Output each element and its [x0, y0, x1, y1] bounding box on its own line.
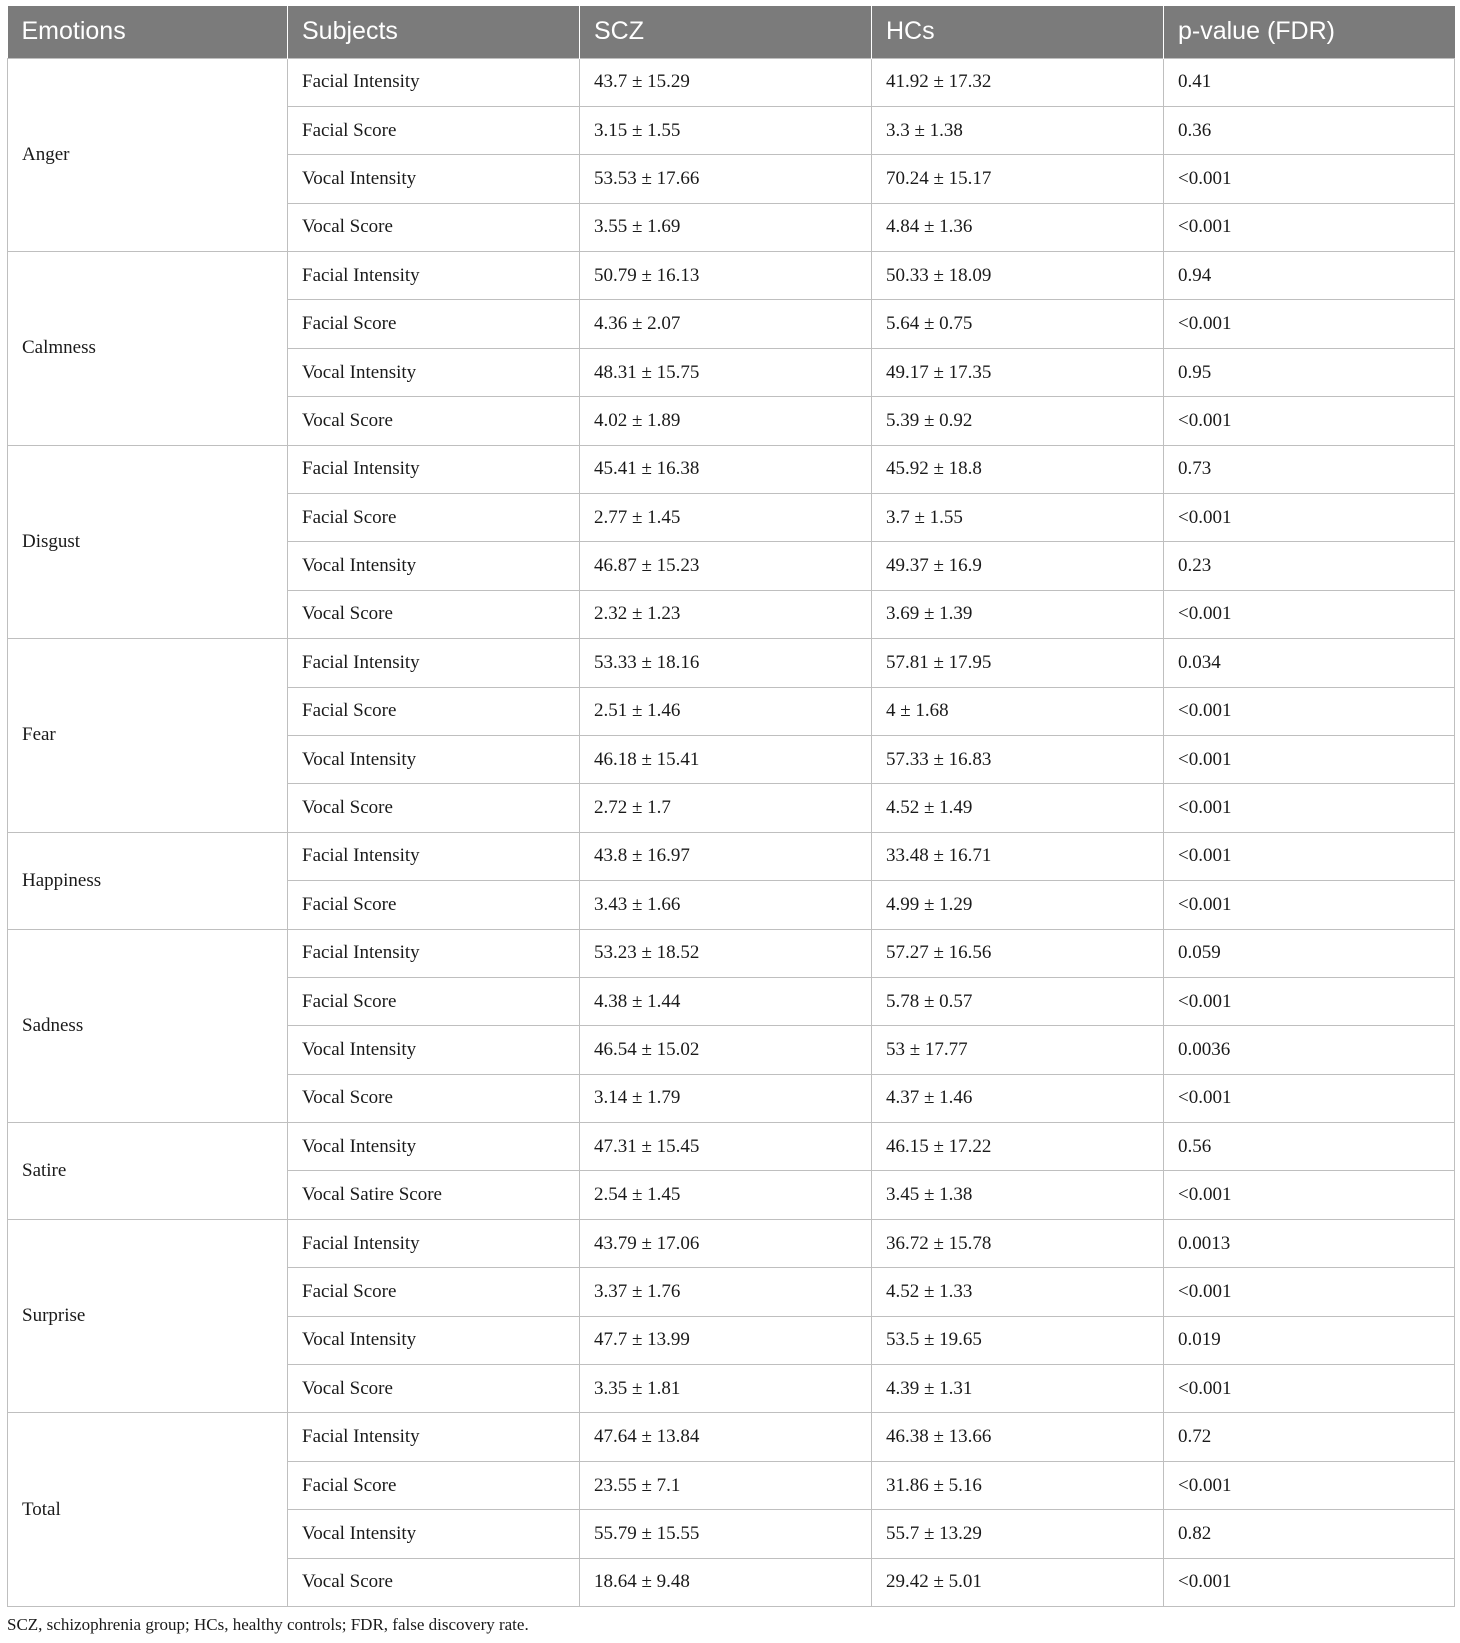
subject-cell: Facial Intensity [288, 445, 580, 493]
p-value-cell: <0.001 [1164, 1461, 1455, 1509]
table-row [8, 832, 1455, 880]
p-value-cell: 0.41 [1164, 58, 1455, 106]
subject-cell: Facial Score [288, 1268, 580, 1316]
scz-cell: 2.32 ± 1.23 [580, 590, 872, 638]
scz-cell: 4.02 ± 1.89 [580, 397, 872, 445]
subject-cell: Vocal Intensity [288, 1026, 580, 1074]
subject-cell: Facial Intensity [288, 832, 580, 880]
scz-cell: 50.79 ± 16.13 [580, 252, 872, 300]
hcs-cell: 53 ± 17.77 [872, 1026, 1164, 1074]
p-value-cell: <0.001 [1164, 155, 1455, 203]
subject-cell: Vocal Score [288, 1365, 580, 1413]
subject-cell: Facial Intensity [288, 1413, 580, 1461]
hcs-cell: 4 ± 1.68 [872, 687, 1164, 735]
table-row [8, 1413, 1455, 1461]
emotion-results-table [7, 6, 1455, 1607]
subject-cell: Vocal Score [288, 203, 580, 251]
p-value-cell: 0.019 [1164, 1316, 1455, 1364]
hcs-cell: 57.33 ± 16.83 [872, 735, 1164, 783]
emotion-cell: Calmness [8, 252, 288, 446]
emotion-cell: Surprise [8, 1219, 288, 1413]
table-row [8, 639, 1455, 687]
scz-cell: 3.15 ± 1.55 [580, 106, 872, 154]
hcs-cell: 70.24 ± 15.17 [872, 155, 1164, 203]
scz-cell: 2.54 ± 1.45 [580, 1171, 872, 1219]
subject-cell: Vocal Score [288, 1558, 580, 1606]
subject-cell: Facial Intensity [288, 1219, 580, 1267]
subject-cell: Facial Score [288, 494, 580, 542]
scz-cell: 3.37 ± 1.76 [580, 1268, 872, 1316]
subject-cell: Facial Score [288, 977, 580, 1025]
hcs-cell: 46.38 ± 13.66 [872, 1413, 1164, 1461]
hcs-cell: 33.48 ± 16.71 [872, 832, 1164, 880]
scz-cell: 43.79 ± 17.06 [580, 1219, 872, 1267]
hcs-cell: 49.17 ± 17.35 [872, 348, 1164, 396]
subject-cell: Facial Intensity [288, 252, 580, 300]
subject-cell: Facial Intensity [288, 929, 580, 977]
p-value-cell: 0.95 [1164, 348, 1455, 396]
table-row [8, 445, 1455, 493]
emotion-cell: Happiness [8, 832, 288, 929]
emotion-cell: Anger [8, 58, 288, 252]
subject-cell: Vocal Score [288, 590, 580, 638]
hcs-cell: 3.45 ± 1.38 [872, 1171, 1164, 1219]
header-hcs: HCs [872, 6, 1164, 58]
hcs-cell: 3.3 ± 1.38 [872, 106, 1164, 154]
subject-cell: Facial Score [288, 106, 580, 154]
hcs-cell: 4.37 ± 1.46 [872, 1074, 1164, 1122]
p-value-cell: 0.034 [1164, 639, 1455, 687]
subject-cell: Vocal Score [288, 784, 580, 832]
subject-cell: Vocal Intensity [288, 1510, 580, 1558]
table-row [8, 1219, 1455, 1267]
subject-cell: Vocal Satire Score [288, 1171, 580, 1219]
p-value-cell: 0.82 [1164, 1510, 1455, 1558]
scz-cell: 46.18 ± 15.41 [580, 735, 872, 783]
p-value-cell: 0.23 [1164, 542, 1455, 590]
scz-cell: 47.31 ± 15.45 [580, 1123, 872, 1171]
header-emotions: Emotions [8, 6, 288, 58]
p-value-cell: <0.001 [1164, 203, 1455, 251]
p-value-cell: <0.001 [1164, 784, 1455, 832]
p-value-cell: 0.56 [1164, 1123, 1455, 1171]
header-scz: SCZ [580, 6, 872, 58]
subject-cell: Facial Score [288, 300, 580, 348]
hcs-cell: 49.37 ± 16.9 [872, 542, 1164, 590]
scz-cell: 3.43 ± 1.66 [580, 881, 872, 929]
scz-cell: 3.35 ± 1.81 [580, 1365, 872, 1413]
p-value-cell: 0.0013 [1164, 1219, 1455, 1267]
table-row [8, 929, 1455, 977]
table-footnote: SCZ, schizophrenia group; HCs, healthy controls; FDR, false discovery rate. [7, 1615, 529, 1634]
p-value-cell: <0.001 [1164, 687, 1455, 735]
hcs-cell: 41.92 ± 17.32 [872, 58, 1164, 106]
scz-cell: 43.7 ± 15.29 [580, 58, 872, 106]
hcs-cell: 4.99 ± 1.29 [872, 881, 1164, 929]
p-value-cell: <0.001 [1164, 1268, 1455, 1316]
hcs-cell: 5.39 ± 0.92 [872, 397, 1164, 445]
scz-cell: 18.64 ± 9.48 [580, 1558, 872, 1606]
scz-cell: 55.79 ± 15.55 [580, 1510, 872, 1558]
p-value-cell: <0.001 [1164, 397, 1455, 445]
hcs-cell: 53.5 ± 19.65 [872, 1316, 1164, 1364]
p-value-cell: 0.0036 [1164, 1026, 1455, 1074]
subject-cell: Facial Intensity [288, 58, 580, 106]
p-value-cell: 0.72 [1164, 1413, 1455, 1461]
p-value-cell: 0.059 [1164, 929, 1455, 977]
hcs-cell: 3.7 ± 1.55 [872, 494, 1164, 542]
subject-cell: Vocal Intensity [288, 542, 580, 590]
emotion-cell: Sadness [8, 929, 288, 1123]
results-table-container [7, 6, 1454, 1607]
p-value-cell: <0.001 [1164, 832, 1455, 880]
scz-cell: 45.41 ± 16.38 [580, 445, 872, 493]
p-value-cell: <0.001 [1164, 1365, 1455, 1413]
scz-cell: 3.14 ± 1.79 [580, 1074, 872, 1122]
p-value-cell: <0.001 [1164, 735, 1455, 783]
hcs-cell: 31.86 ± 5.16 [872, 1461, 1164, 1509]
hcs-cell: 50.33 ± 18.09 [872, 252, 1164, 300]
table-row [8, 1123, 1455, 1171]
emotion-cell: Satire [8, 1123, 288, 1220]
hcs-cell: 5.64 ± 0.75 [872, 300, 1164, 348]
scz-cell: 47.7 ± 13.99 [580, 1316, 872, 1364]
scz-cell: 3.55 ± 1.69 [580, 203, 872, 251]
p-value-cell: 0.94 [1164, 252, 1455, 300]
scz-cell: 46.54 ± 15.02 [580, 1026, 872, 1074]
hcs-cell: 4.39 ± 1.31 [872, 1365, 1164, 1413]
table-row [8, 58, 1455, 106]
hcs-cell: 3.69 ± 1.39 [872, 590, 1164, 638]
table-header [8, 6, 1455, 58]
emotion-cell: Total [8, 1413, 288, 1607]
emotion-cell: Disgust [8, 445, 288, 639]
subject-cell: Vocal Intensity [288, 1316, 580, 1364]
scz-cell: 53.53 ± 17.66 [580, 155, 872, 203]
emotion-cell: Fear [8, 639, 288, 833]
hcs-cell: 5.78 ± 0.57 [872, 977, 1164, 1025]
header-row [8, 6, 1455, 58]
p-value-cell: 0.36 [1164, 106, 1455, 154]
scz-cell: 43.8 ± 16.97 [580, 832, 872, 880]
p-value-cell: <0.001 [1164, 1558, 1455, 1606]
hcs-cell: 36.72 ± 15.78 [872, 1219, 1164, 1267]
scz-cell: 53.33 ± 18.16 [580, 639, 872, 687]
p-value-cell: <0.001 [1164, 1074, 1455, 1122]
scz-cell: 2.72 ± 1.7 [580, 784, 872, 832]
table-row [8, 252, 1455, 300]
subject-cell: Facial Score [288, 687, 580, 735]
scz-cell: 46.87 ± 15.23 [580, 542, 872, 590]
subject-cell: Vocal Intensity [288, 155, 580, 203]
p-value-cell: <0.001 [1164, 494, 1455, 542]
p-value-cell: <0.001 [1164, 977, 1455, 1025]
p-value-cell: <0.001 [1164, 590, 1455, 638]
subject-cell: Vocal Score [288, 397, 580, 445]
scz-cell: 53.23 ± 18.52 [580, 929, 872, 977]
p-value-cell: <0.001 [1164, 300, 1455, 348]
subject-cell: Vocal Intensity [288, 1123, 580, 1171]
subject-cell: Vocal Score [288, 1074, 580, 1122]
hcs-cell: 45.92 ± 18.8 [872, 445, 1164, 493]
hcs-cell: 29.42 ± 5.01 [872, 1558, 1164, 1606]
hcs-cell: 55.7 ± 13.29 [872, 1510, 1164, 1558]
hcs-cell: 57.27 ± 16.56 [872, 929, 1164, 977]
scz-cell: 48.31 ± 15.75 [580, 348, 872, 396]
p-value-cell: 0.73 [1164, 445, 1455, 493]
scz-cell: 4.36 ± 2.07 [580, 300, 872, 348]
hcs-cell: 4.52 ± 1.49 [872, 784, 1164, 832]
p-value-cell: <0.001 [1164, 881, 1455, 929]
subject-cell: Facial Score [288, 1461, 580, 1509]
scz-cell: 4.38 ± 1.44 [580, 977, 872, 1025]
subject-cell: Vocal Intensity [288, 735, 580, 783]
scz-cell: 2.77 ± 1.45 [580, 494, 872, 542]
subject-cell: Vocal Intensity [288, 348, 580, 396]
header-subjects: Subjects [288, 6, 580, 58]
scz-cell: 2.51 ± 1.46 [580, 687, 872, 735]
hcs-cell: 4.52 ± 1.33 [872, 1268, 1164, 1316]
hcs-cell: 46.15 ± 17.22 [872, 1123, 1164, 1171]
scz-cell: 47.64 ± 13.84 [580, 1413, 872, 1461]
p-value-cell: <0.001 [1164, 1171, 1455, 1219]
table-body [8, 58, 1455, 1607]
subject-cell: Facial Score [288, 881, 580, 929]
hcs-cell: 4.84 ± 1.36 [872, 203, 1164, 251]
scz-cell: 23.55 ± 7.1 [580, 1461, 872, 1509]
hcs-cell: 57.81 ± 17.95 [872, 639, 1164, 687]
header-p-value: p-value (FDR) [1164, 6, 1455, 58]
subject-cell: Facial Intensity [288, 639, 580, 687]
